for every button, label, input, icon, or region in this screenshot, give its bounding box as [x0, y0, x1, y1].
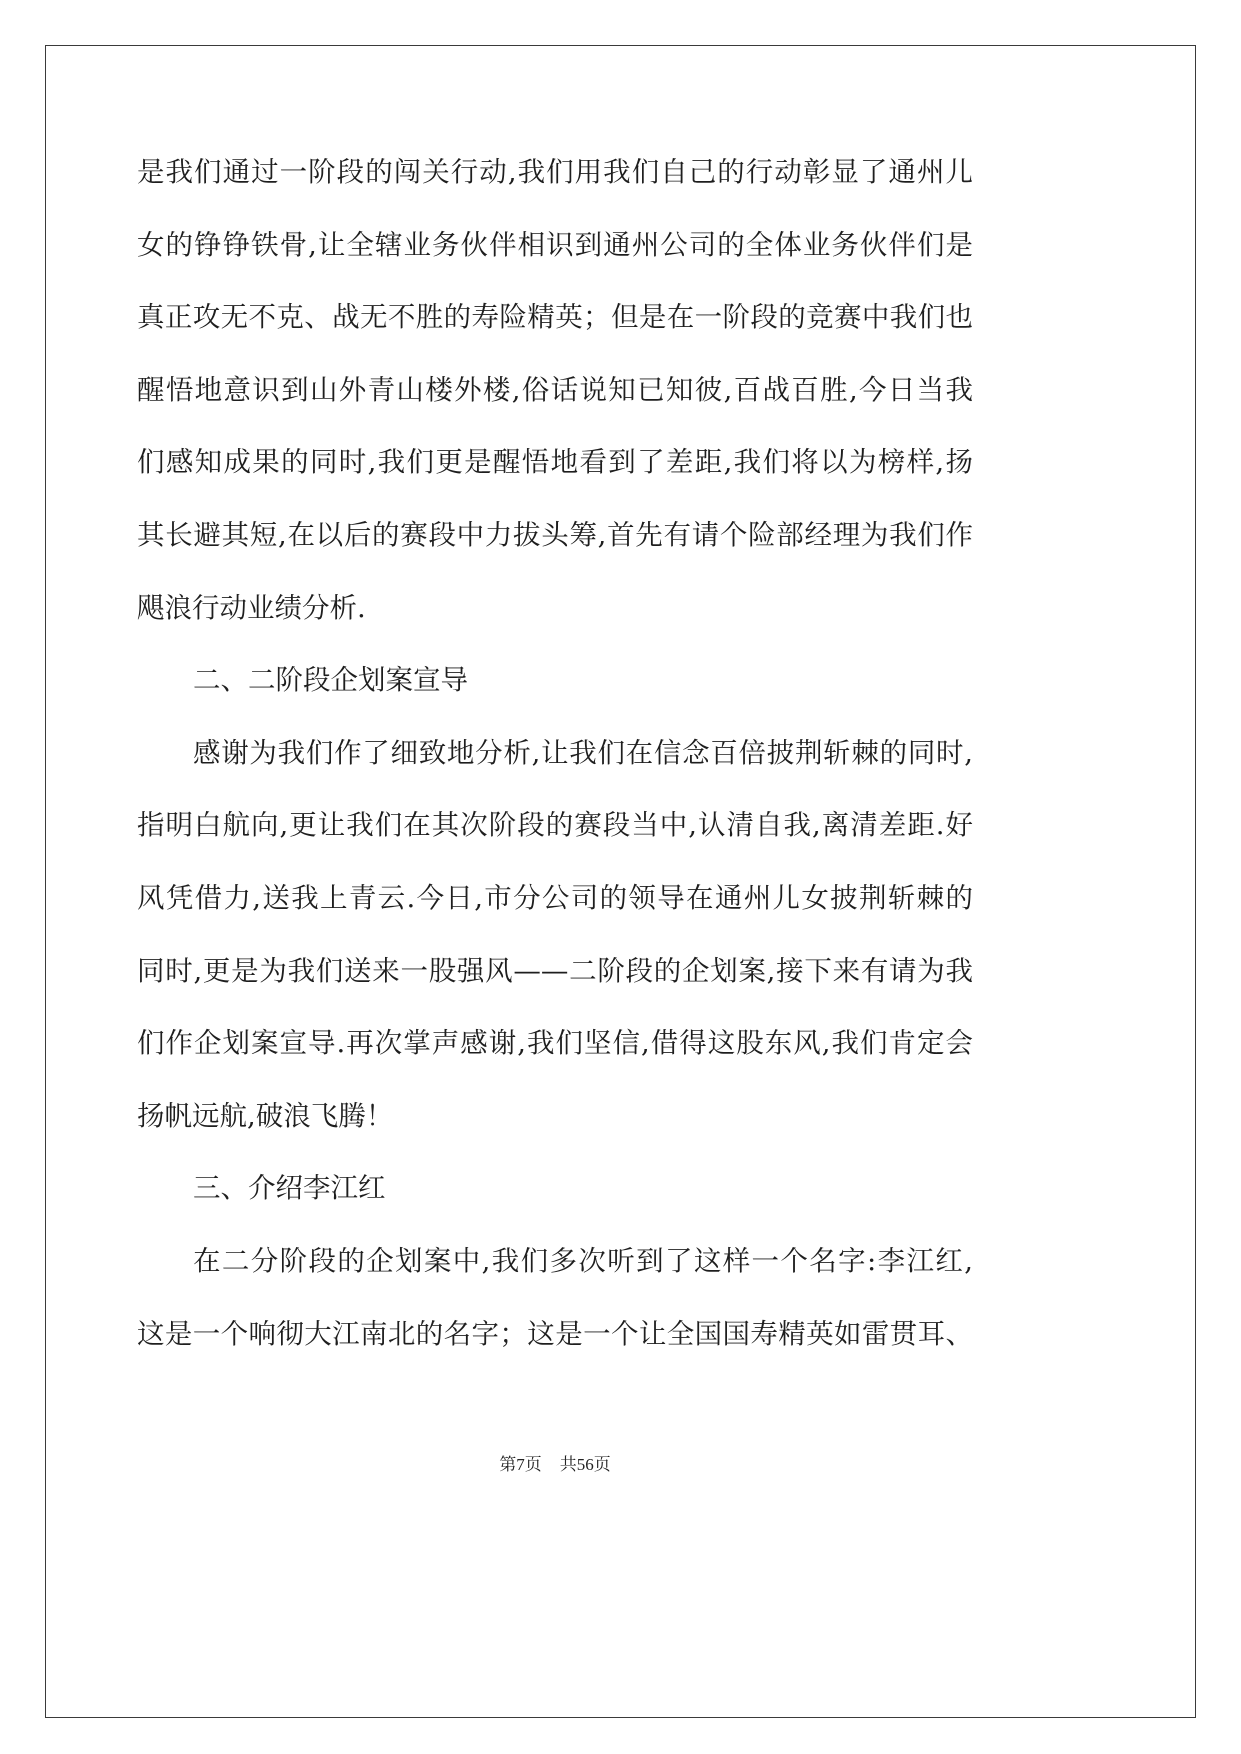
- text-line: 飓浪行动业绩分析.: [137, 591, 366, 624]
- section-heading: [137, 644, 973, 717]
- page-total: 共56页: [559, 1455, 611, 1474]
- text-line: 在二分阶段的企划案中,我们多次听到了这样一个名字:李江红,: [193, 1244, 973, 1277]
- page-number: 第7页: [499, 1455, 542, 1474]
- section-heading-text: 三、介绍李江红: [193, 1172, 386, 1205]
- text-line: 同时,更是为我们送来一股强风——二阶段的企划案,接下来有请为我: [137, 954, 973, 987]
- text-line: 扬帆远航,破浪飞腾！: [137, 1099, 394, 1132]
- text-line: 们感知成果的同时,我们更是醒悟地看到了差距,我们将以为榜样,扬: [137, 446, 973, 479]
- paragraph: [137, 717, 973, 1153]
- text-line: 感谢为我们作了细致地分析,让我们在信念百倍披荆斩棘的同时,: [193, 736, 973, 769]
- section-heading: [137, 1152, 973, 1225]
- text-line: 醒悟地意识到山外青山楼外楼,俗话说知已知彼,百战百胜,今日当我: [137, 373, 973, 406]
- text-line: 是我们通过一阶段的闯关行动,我们用我们自己的行动彰显了通州儿: [137, 156, 973, 188]
- page-footer: [137, 1453, 973, 1477]
- text-line: 风凭借力,送我上青云.今日,市分公司的领导在通州儿女披荆斩棘的: [137, 881, 973, 914]
- text-line: 们作企划案宣导.再次掌声感谢,我们坚信,借得这股东风,我们肯定会: [137, 1027, 973, 1060]
- page-content: [137, 136, 973, 1370]
- text-line: 女的铮铮铁骨,让全辖业务伙伴相识到通州公司的全体业务伙伴们是: [137, 228, 973, 261]
- text-line: 指明白航向,更让我们在其次阶段的赛段当中,认清自我,离清差距.好: [137, 809, 973, 842]
- paragraph: [137, 1225, 973, 1370]
- text-line: 其长避其短,在以后的赛段中力拔头筹,首先有请个险部经理为我们作: [137, 518, 973, 551]
- text-line: 这是一个响彻大江南北的名字；这是一个让全国国寿精英如雷贯耳、: [137, 1317, 973, 1350]
- text-line: 真正攻无不克、战无不胜的寿险精英；但是在一阶段的竞赛中我们也: [137, 301, 973, 334]
- paragraph: [137, 136, 973, 644]
- section-heading-text: 二、二阶段企划案宣导: [193, 664, 468, 697]
